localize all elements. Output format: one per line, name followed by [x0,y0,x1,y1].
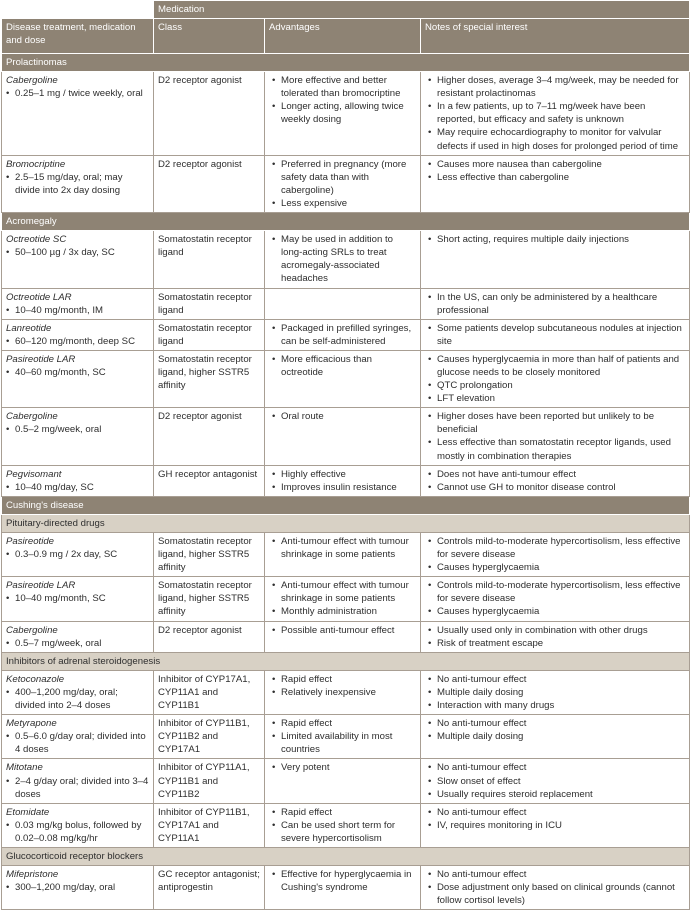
advantage-item: • Very potent [269,761,416,774]
table-row [2,803,690,847]
drug-cell [2,621,154,652]
advantage-item: • Rapid effect [269,717,416,730]
table-row [2,288,690,319]
advantages-cell [265,577,421,621]
note-item-list [425,74,685,153]
note-item: • No anti-tumour effect [425,868,685,881]
class-cell: D2 receptor agonist [154,72,265,156]
subsection-row [2,847,690,865]
advantages-cell [265,288,421,319]
advantage-item: • Rapid effect [269,673,416,686]
note-item-list [425,535,685,574]
note-item: • Multiple daily dosing [425,686,685,699]
table-row [2,155,690,212]
notes-cell [421,408,690,465]
advantage-item: • Relatively inexpensive [269,686,416,699]
note-item: • Less effective than somatostatin receptor ligands, used mostly in combination therapies [425,436,685,462]
class-cell: Somatostatin receptor ligand [154,319,265,350]
note-item-list [425,158,685,184]
drug-name: Pasireotide LAR [6,580,76,592]
note-item-list [425,291,685,317]
note-item-list [425,579,685,618]
advantages-cell [265,465,421,496]
advantage-item-list [269,535,416,561]
drug-dose: • 10–40 mg/day, SC [6,481,149,494]
section-row [2,54,690,72]
class-cell: GC receptor antagonist; antiprogestin [154,866,265,910]
note-item-list [425,624,685,650]
advantage-item: • Improves insulin resistance [269,481,416,494]
section-title: Acromegaly [2,213,690,231]
advantage-item-list [269,353,416,379]
class-cell: Inhibitor of CYP11B1, CYP17A1 and CYP11A1 [154,803,265,847]
advantages-cell [265,866,421,910]
drug-cell [2,465,154,496]
drug-name: Pegvisomant [6,468,62,480]
class-cell: D2 receptor agonist [154,408,265,465]
note-item-list [425,353,685,405]
drug-cell [2,866,154,910]
header-medication: Medication [154,1,690,19]
note-item: • In the US, can only be administered by a healthcare professional [425,291,685,317]
drug-dose: • 0.5–2 mg/week, oral [6,423,149,436]
notes-cell [421,288,690,319]
drug-dose: • 10–40 mg/month, IM [6,304,149,317]
drug-cell [2,350,154,407]
drug-name: Octreotide SC [6,234,67,246]
note-item-list [425,806,685,832]
table-row [2,465,690,496]
drug-name: Cabergoline [6,624,58,636]
advantage-item-list [269,74,416,126]
notes-cell [421,155,690,212]
header-blank-cell [2,1,154,19]
notes-cell [421,350,690,407]
class-cell: Inhibitor of CYP17A1, CYP11A1 and CYP11B1 [154,670,265,714]
table-row [2,533,690,577]
note-item: • Higher doses, average 3–4 mg/week, may be needed for resistant prolactinomas [425,74,685,100]
advantages-cell [265,231,421,288]
drug-name: Cabergoline [6,75,58,87]
note-item: • Causes hyperglycaemia [425,561,685,574]
notes-cell [421,577,690,621]
class-cell: Somatostatin receptor ligand, higher SSTR5 affinity [154,533,265,577]
advantage-item-list [269,410,416,423]
drug-cell [2,715,154,759]
advantages-cell [265,72,421,156]
note-item: • Controls mild-to-moderate hypercortisolism, less effective for severe disease [425,535,685,561]
notes-cell [421,533,690,577]
drug-cell [2,72,154,156]
advantages-cell [265,350,421,407]
note-item-list [425,673,685,712]
advantage-item: • Anti-tumour effect with tumour shrinkage in some patients [269,579,416,605]
advantage-item-list [269,673,416,699]
drug-dose: • 60–120 mg/month, deep SC [6,335,149,348]
table-row [2,577,690,621]
header-notes: Notes of special interest [421,19,690,54]
drug-name: Pasireotide [6,536,54,547]
drug-dose: • 2–4 g/day oral; divided into 3–4 doses [6,775,149,801]
note-item-list [425,717,685,743]
note-item: • Cannot use GH to monitor disease control [425,481,685,494]
note-item: • Usually requires steroid replacement [425,788,685,801]
table-row [2,866,690,910]
class-cell: Somatostatin receptor ligand, higher SSTR5 affinity [154,577,265,621]
drug-dose: • 0.5–7 mg/week, oral [6,637,149,650]
class-cell: Inhibitor of CYP11A1, CYP11B1 and CYP11B2 [154,759,265,803]
note-item: • No anti-tumour effect [425,761,685,774]
notes-cell [421,465,690,496]
note-item: • May require echocardiography to monitor for valvular defects if used in high doses for prolonged period of time [425,126,685,152]
notes-cell [421,231,690,288]
drug-dose: • 10–40 mg/month, SC [6,592,149,605]
note-item: • Does not have anti-tumour effect [425,468,685,481]
subsection-row [2,652,690,670]
class-cell: Inhibitor of CYP11B1, CYP11B2 and CYP17A1 [154,715,265,759]
note-item: • Multiple daily dosing [425,730,685,743]
advantage-item: • Packaged in prefilled syringes, can be self-administered [269,322,416,348]
drug-cell [2,408,154,465]
table-row [2,759,690,803]
drug-cell [2,155,154,212]
drug-dose: • 2.5–15 mg/day, oral; may divide into 2x day dosing [6,171,149,197]
note-item: • In a few patients, up to 7–11 mg/week have been reported, but efficacy and safety is unknown [425,100,685,126]
advantage-item: • Effective for hyperglycaemia in Cushing's syndrome [269,868,416,894]
table-row [2,715,690,759]
advantage-item-list [269,233,416,285]
advantages-cell [265,670,421,714]
class-cell: GH receptor antagonist [154,465,265,496]
drug-name: Pasireotide LAR [6,353,76,365]
class-cell: Somatostatin receptor ligand [154,288,265,319]
drug-dose: • 0.03 mg/kg bolus, followed by 0.02–0.08 mg/kg/hr [6,819,149,845]
note-item: • No anti-tumour effect [425,806,685,819]
drug-name: Mitotane [6,762,43,774]
advantage-item: • Monthly administration [269,605,416,618]
advantages-cell [265,155,421,212]
advantages-cell [265,533,421,577]
notes-cell [421,803,690,847]
section-title: Cushing's disease [2,496,690,514]
table-row [2,350,690,407]
drug-name: Etomidate [6,806,50,818]
notes-cell [421,715,690,759]
notes-cell [421,670,690,714]
note-item: • Some patients develop subcutaneous nodules at injection site [425,322,685,348]
advantage-item-list [269,761,416,774]
drug-dose: • 40–60 mg/month, SC [6,366,149,379]
drug-name: Cabergoline [6,411,58,423]
drug-cell [2,231,154,288]
advantage-item-list [269,868,416,894]
advantage-item: • Preferred in pregnancy (more safety data than with cabergoline) [269,158,416,197]
note-item: • Higher doses have been reported but unlikely to be beneficial [425,410,685,436]
advantage-item: • May be used in addition to long-acting SRLs to treat acromegaly-associated headaches [269,233,416,285]
table-row [2,670,690,714]
subsection-title: Inhibitors of adrenal steroidogenesis [2,652,690,670]
header-disease-treatment: Disease treatment, medication and dose [2,19,154,54]
class-cell: Somatostatin receptor ligand [154,231,265,288]
drug-dose: • 0.25–1 mg / twice weekly, oral [6,87,149,100]
advantages-cell [265,621,421,652]
advantage-item: • Possible anti-tumour effect [269,624,416,637]
note-item: • Causes hyperglycaemia [425,605,685,618]
drug-name: Mifepristone [6,869,59,881]
class-cell: D2 receptor agonist [154,621,265,652]
note-item: • Short acting, requires multiple daily injections [425,233,685,246]
table-body [2,54,690,910]
note-item: • IV, requires monitoring in ICU [425,819,685,832]
advantage-item: • Oral route [269,410,416,423]
subsection-row [2,514,690,532]
table-row [2,621,690,652]
advantage-item-list [269,158,416,210]
class-cell: D2 receptor agonist [154,155,265,212]
note-item: • Causes hyperglycaemia in more than half of patients and glucose needs to be closely monitored [425,353,685,379]
advantage-item: • Rapid effect [269,806,416,819]
drug-name: Metyrapone [6,718,57,730]
drug-dose: • 50–100 µg / 3x day, SC [6,246,149,259]
note-item: • Interaction with many drugs [425,699,685,712]
advantage-item: • Can be used short term for severe hypercortisolism [269,819,416,845]
note-item: • Dose adjustment only based on clinical grounds (cannot follow cortisol levels) [425,881,685,907]
drug-cell [2,533,154,577]
drug-name: Ketoconazole [6,673,65,685]
drug-cell [2,319,154,350]
section-row [2,496,690,514]
table-row [2,319,690,350]
advantage-item: • Anti-tumour effect with tumour shrinkage in some patients [269,535,416,561]
note-item: • Controls mild-to-moderate hypercortisolism, less effective for severe disease [425,579,685,605]
note-item-list [425,322,685,348]
advantages-cell [265,759,421,803]
note-item: • Less effective than cabergoline [425,171,685,184]
drug-dose: • 0.5–6.0 g/day oral; divided into 4 doses [6,730,149,756]
note-item: • QTC prolongation [425,379,685,392]
notes-cell [421,759,690,803]
advantages-cell [265,319,421,350]
drug-dose: • 400–1,200 mg/day, oral; divided into 2–4 doses [6,686,149,712]
table-row [2,408,690,465]
medication-table [1,0,690,910]
advantage-item-list [269,468,416,494]
note-item: • Usually used only in combination with other drugs [425,624,685,637]
subsection-title: Glucocorticoid receptor blockers [2,847,690,865]
note-item-list [425,761,685,800]
drug-name: Octreotide LAR [6,291,72,303]
drug-dose: • 0.3–0.9 mg / 2x day, SC [6,548,149,561]
subsection-title: Pituitary-directed drugs [2,514,690,532]
note-item-list [425,233,685,246]
drug-cell [2,288,154,319]
drug-cell [2,759,154,803]
note-item-list [425,410,685,462]
note-item: • Slow onset of effect [425,775,685,788]
class-cell: Somatostatin receptor ligand, higher SSTR5 affinity [154,350,265,407]
notes-cell [421,72,690,156]
advantage-item: • More efficacious than octreotide [269,353,416,379]
drug-name: Lanreotide [6,322,52,334]
advantage-item-list [269,322,416,348]
drug-cell [2,803,154,847]
header-advantages: Advantages [265,19,421,54]
note-item-list [425,868,685,907]
note-item: • No anti-tumour effect [425,673,685,686]
drug-cell [2,577,154,621]
header-class: Class [154,19,265,54]
note-item: • Causes more nausea than cabergoline [425,158,685,171]
note-item: • LFT elevation [425,392,685,405]
advantage-item: • Highly effective [269,468,416,481]
notes-cell [421,866,690,910]
advantage-item-list [269,624,416,637]
advantage-item-list [269,579,416,618]
section-row [2,213,690,231]
drug-name: Bromocriptine [6,158,66,170]
drug-dose: • 300–1,200 mg/day, oral [6,881,149,894]
advantages-cell [265,803,421,847]
advantage-item: • Less expensive [269,197,416,210]
advantage-item-list [269,717,416,756]
drug-cell [2,670,154,714]
table-row [2,72,690,156]
advantage-item: • More effective and better tolerated than bromocriptine [269,74,416,100]
advantages-cell [265,715,421,759]
note-item: • Risk of treatment escape [425,637,685,650]
advantages-cell [265,408,421,465]
note-item-list [425,468,685,494]
notes-cell [421,319,690,350]
note-item: • No anti-tumour effect [425,717,685,730]
advantage-item: • Limited availability in most countries [269,730,416,756]
notes-cell [421,621,690,652]
table-row [2,231,690,288]
section-title: Prolactinomas [2,54,690,72]
advantage-item-list [269,806,416,845]
advantage-item: • Longer acting, allowing twice weekly dosing [269,100,416,126]
